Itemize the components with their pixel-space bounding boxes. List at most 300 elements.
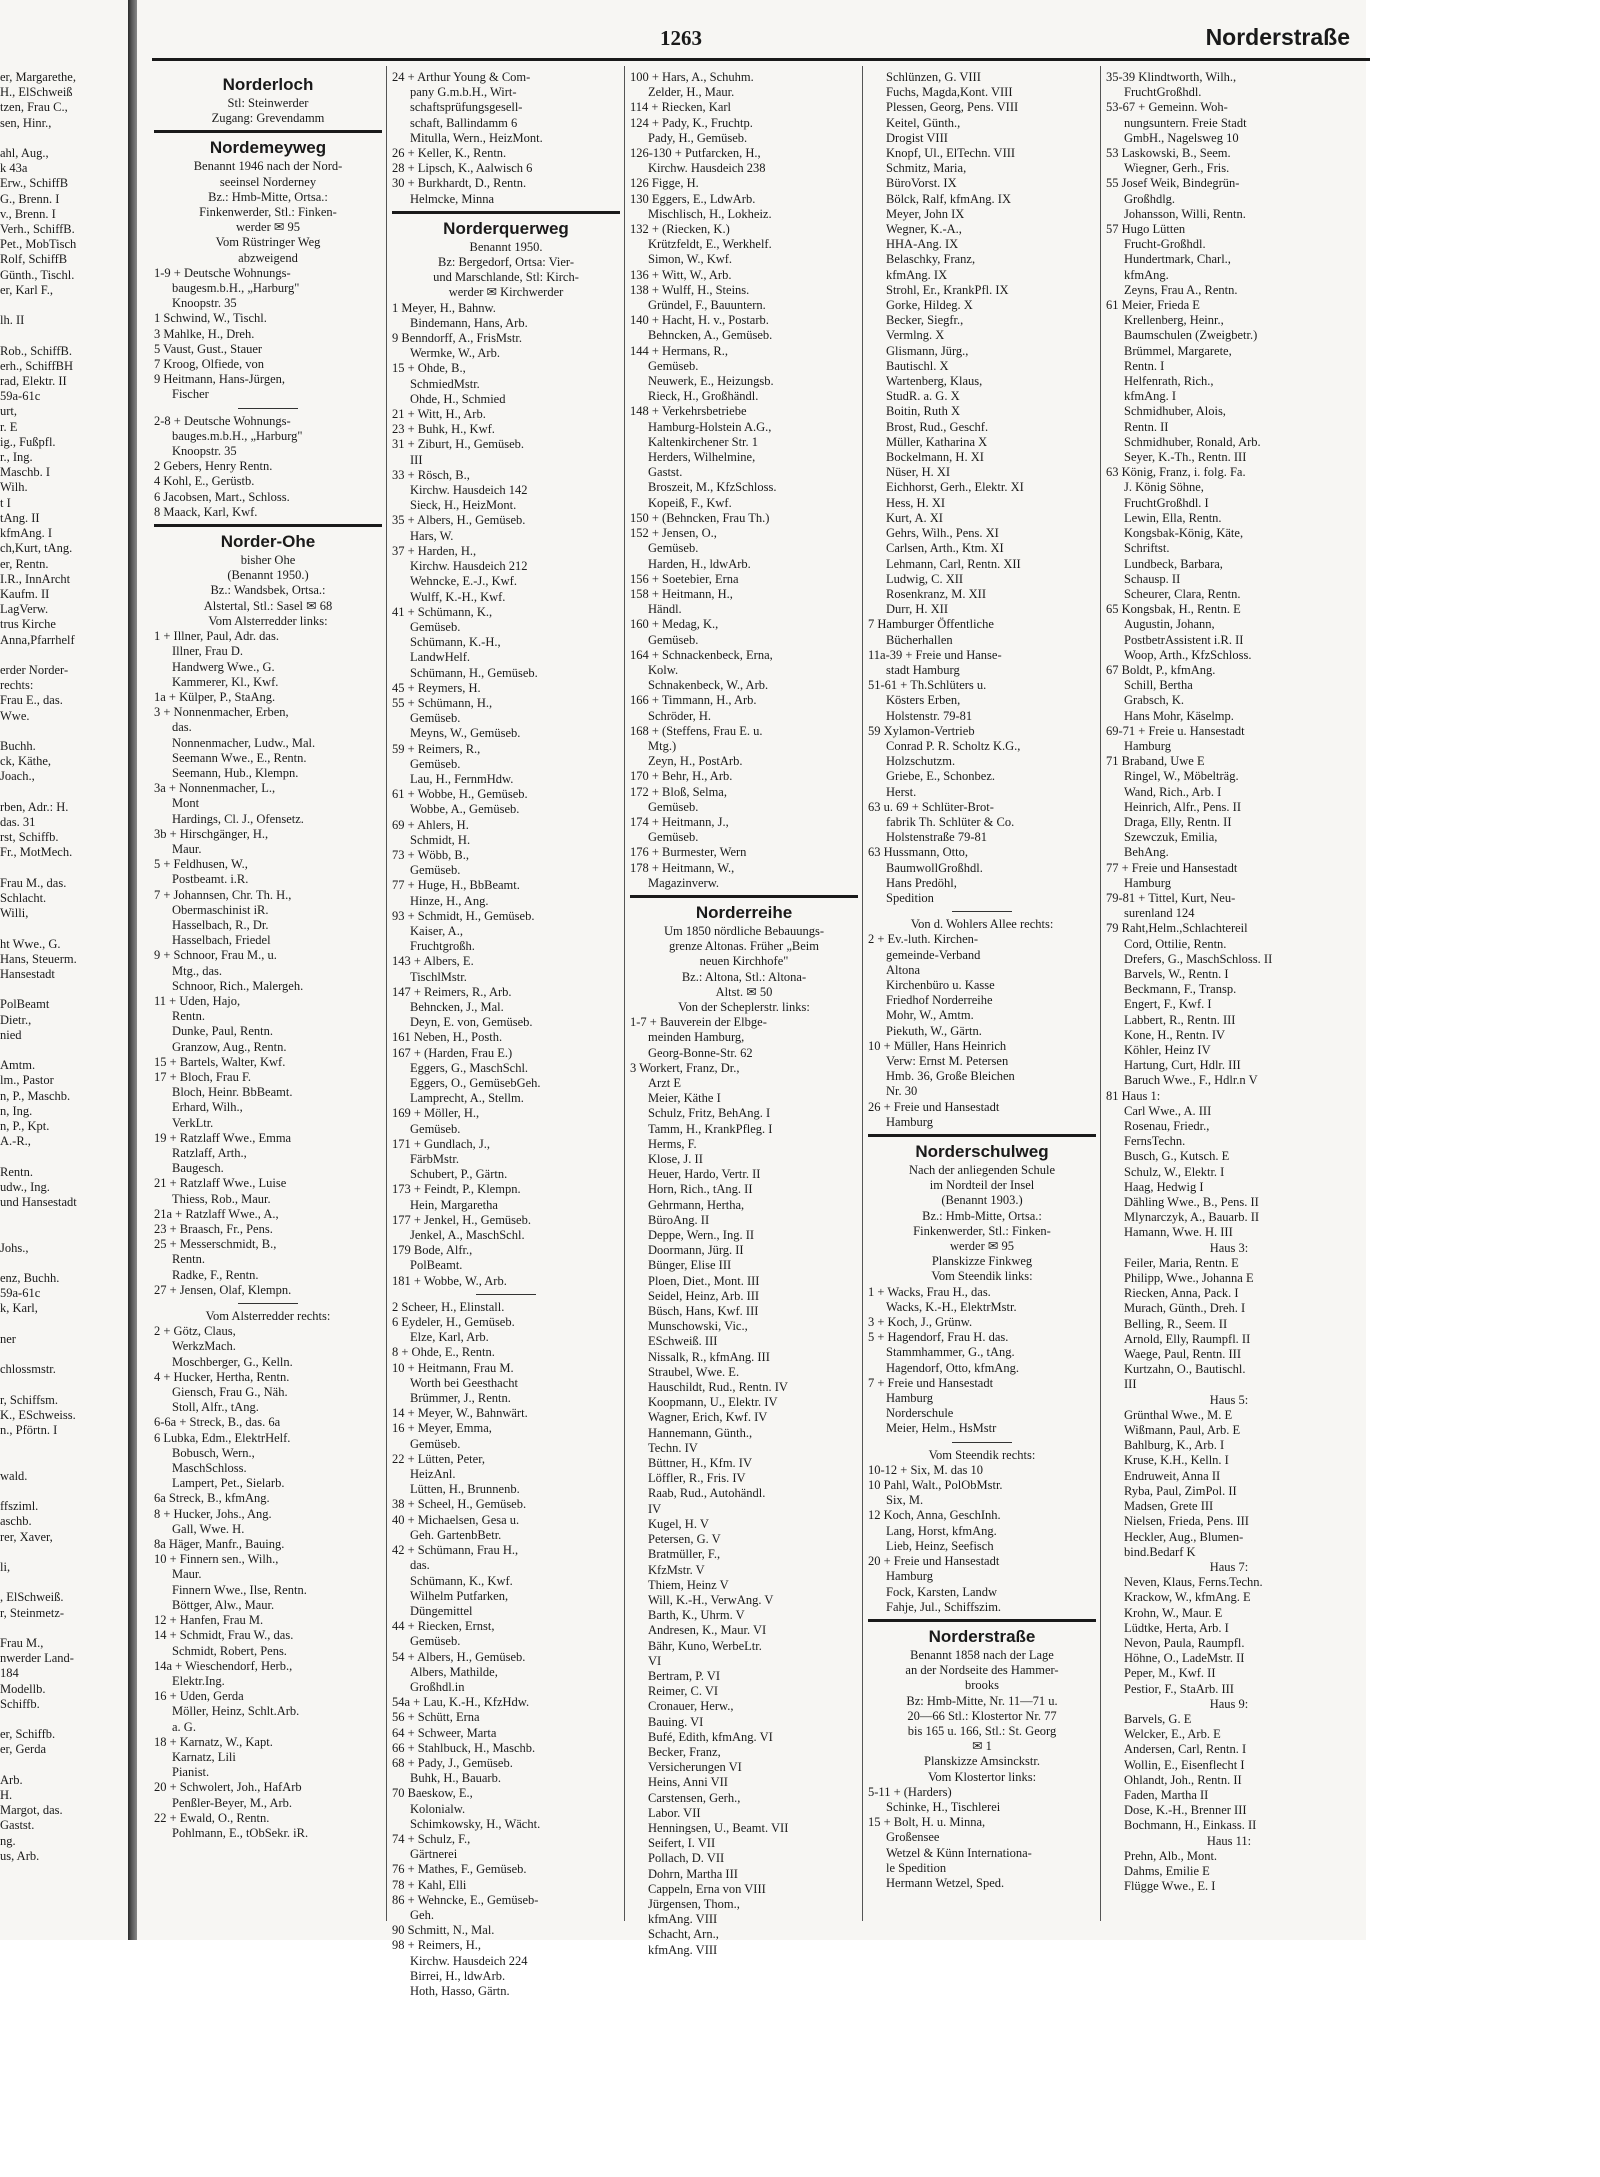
fragment-line bbox=[0, 921, 126, 936]
resident-entry: Vermlng. X bbox=[886, 328, 945, 343]
fragment-line bbox=[0, 1225, 126, 1240]
house-entry: 73 + Wöbb, B., bbox=[392, 847, 469, 862]
fragment-line: rad, Elektr. II bbox=[0, 374, 67, 389]
house-entry: 7 + Freie und Hansestadt bbox=[868, 1375, 994, 1390]
fragment-line: urt, bbox=[0, 404, 18, 419]
fragment-line: Dietr., bbox=[0, 1012, 32, 1027]
house-entry: 69-71 + Freie u. Hansestadt bbox=[1106, 723, 1245, 738]
resident-entry: Peper, M., Kwf. II bbox=[1124, 1666, 1216, 1681]
resident-entry: Geh. bbox=[410, 1907, 434, 1922]
resident-entry: Arnold, Elly, Raumpfl. II bbox=[1124, 1331, 1251, 1346]
street-note: Bz: Hmb-Mitte, Nr. 11—71 u. bbox=[906, 1693, 1058, 1708]
section-divider bbox=[476, 1294, 536, 1295]
fragment-line: ner bbox=[0, 1331, 16, 1346]
resident-entry: Kone, H., Rentn. IV bbox=[1124, 1027, 1226, 1042]
street-note: Von der Scheplerstr. links: bbox=[678, 999, 810, 1014]
resident-entry: meinden Hamburg, bbox=[648, 1030, 745, 1045]
house-entry: 4 + Hucker, Hertha, Rentn. bbox=[154, 1369, 290, 1384]
fragment-line bbox=[0, 1438, 126, 1453]
resident-entry: Pianist. bbox=[172, 1765, 210, 1780]
house-entry: 170 + Behr, H., Arb. bbox=[630, 769, 733, 784]
column-1 bbox=[154, 70, 382, 1920]
column-divider bbox=[1100, 66, 1101, 1921]
resident-entry: Seemann Wwe., E., Rentn. bbox=[172, 750, 307, 765]
house-entry: 8 Maack, Karl, Kwf. bbox=[154, 504, 258, 519]
resident-entry: Dose, K.-H., Brenner III bbox=[1124, 1803, 1247, 1818]
house-entry: 9 Benndorff, A., FrisMstr. bbox=[392, 331, 522, 346]
house-entry: 56 + Schütt, Erna bbox=[392, 1710, 480, 1725]
fragment-line: n., Pförtn. I bbox=[0, 1423, 58, 1438]
fragment-line: Frau M., bbox=[0, 1635, 44, 1650]
resident-entry: Händl. bbox=[648, 602, 682, 617]
house-entry: 6 Eydeler, H., Gemüseb. bbox=[392, 1315, 515, 1330]
street-note: an der Nordseite des Hammer- bbox=[905, 1663, 1059, 1678]
resident-entry: Kirchw. Hausdeich 142 bbox=[410, 483, 528, 498]
fragment-line: n, Ing. bbox=[0, 1103, 33, 1118]
fragment-line bbox=[0, 1149, 126, 1164]
house-entry: 5 + Hagendorf, Frau H. das. bbox=[868, 1330, 1009, 1345]
fragment-line bbox=[0, 298, 126, 313]
resident-entry: Lüdtke, Herta, Arb. I bbox=[1124, 1620, 1229, 1635]
resident-entry: GmbH., Nagelsweg 10 bbox=[1124, 130, 1239, 145]
resident-entry: Giensch, Frau G., Näh. bbox=[172, 1385, 288, 1400]
resident-entry: Schnoor, Rich., Malergeh. bbox=[172, 978, 304, 993]
column-divider bbox=[624, 66, 625, 1921]
resident-entry: Hasselbach, R., Dr. bbox=[172, 917, 269, 932]
fragment-line: ffsziml. bbox=[0, 1499, 39, 1514]
street-note: bis 165 u. 166, Stl.: St. Georg bbox=[907, 1723, 1057, 1738]
resident-entry: Meyer, John IX bbox=[886, 206, 965, 221]
resident-entry: Penßler-Beyer, M., Arb. bbox=[172, 1795, 293, 1810]
fragment-line: Frau M., das. bbox=[0, 875, 67, 890]
resident-entry: le Spedition bbox=[886, 1860, 947, 1875]
fragment-line bbox=[0, 131, 126, 146]
fragment-line: Schiffb. bbox=[0, 1696, 40, 1711]
resident-entry: Radke, F., Rentn. bbox=[172, 1267, 259, 1282]
street-note: im Nordteil der Insel bbox=[929, 1178, 1035, 1193]
resident-entry: Gemüseb. bbox=[410, 1436, 461, 1451]
resident-entry: Lieb, Heinz, Seefisch bbox=[886, 1538, 994, 1553]
resident-entry: PolBeamt. bbox=[410, 1258, 463, 1273]
house-entry: 21 + Ratzlaff Wwe., Luise bbox=[154, 1176, 287, 1191]
resident-entry: Carstensen, Gerh., bbox=[648, 1790, 741, 1805]
fragment-line: chlossmstr. bbox=[0, 1362, 56, 1377]
house-entry: 164 + Schnackenbeck, Erna, bbox=[630, 647, 773, 662]
house-entry: 57 Hugo Lütten bbox=[1106, 222, 1186, 237]
resident-entry: Hamburg bbox=[886, 1114, 933, 1129]
resident-entry: Buhk, H., Bauarb. bbox=[410, 1771, 501, 1786]
resident-entry: MaschSchloss. bbox=[172, 1461, 247, 1476]
house-entry: 93 + Schmidt, H., Gemüseb. bbox=[392, 908, 535, 923]
resident-entry: Mlynarczyk, A., Bauarb. II bbox=[1124, 1210, 1260, 1225]
resident-entry: Holzschutzm. bbox=[886, 754, 956, 769]
resident-entry: Schinke, H., Tischlerei bbox=[886, 1799, 1001, 1814]
resident-entry: Durr, H. XII bbox=[886, 602, 948, 617]
resident-entry: HHA-Ang. IX bbox=[886, 237, 959, 252]
resident-entry: Herst. bbox=[886, 784, 917, 799]
resident-entry: Schriftst. bbox=[1124, 541, 1170, 556]
resident-entry: Zeyn, H., PostArb. bbox=[648, 754, 743, 769]
resident-entry: Helfenrath, Rich., bbox=[1124, 374, 1214, 389]
house-entry: 42 + Schümann, Frau H., bbox=[392, 1543, 519, 1558]
fragment-line: Erw., SchiffB bbox=[0, 176, 69, 191]
fragment-line: rst, Schiffb. bbox=[0, 830, 59, 845]
fragment-line: r, Schiffsm. bbox=[0, 1392, 58, 1407]
resident-entry: Albers, Mathilde, bbox=[410, 1664, 498, 1679]
house-entry: 5 Vaust, Gust., Stauer bbox=[154, 341, 263, 356]
resident-entry: VI bbox=[648, 1653, 662, 1668]
resident-entry: Endruweit, Anna II bbox=[1124, 1468, 1221, 1483]
house-entry: 81 Haus 1: bbox=[1106, 1088, 1161, 1103]
resident-entry: Bufé, Edith, kfmAng. VI bbox=[648, 1729, 773, 1744]
resident-entry: Glismann, Jürg., bbox=[886, 343, 969, 358]
house-entry: 1 + Wacks, Frau H., das. bbox=[868, 1284, 991, 1299]
resident-entry: schaftsprüfungsgesell- bbox=[410, 100, 523, 115]
house-entry: 2 Scheer, H., Elinstall. bbox=[392, 1299, 505, 1314]
resident-entry: Carlsen, Arth., Ktm. XI bbox=[886, 541, 1004, 556]
resident-entry: Hars, W. bbox=[410, 528, 454, 543]
resident-entry: Moschberger, G., Kelln. bbox=[172, 1354, 293, 1369]
resident-entry: Hermann Wetzel, Sped. bbox=[886, 1875, 1005, 1890]
street-note: Haus 7: bbox=[1209, 1559, 1249, 1574]
resident-entry: FruchtGroßhdl. bbox=[1124, 85, 1202, 100]
fragment-line: Pet., MobTisch bbox=[0, 237, 77, 252]
resident-entry: Thiem, Heinz V bbox=[648, 1577, 729, 1592]
fragment-line: Rentn. bbox=[0, 1164, 33, 1179]
resident-entry: Holstenstr. 79-81 bbox=[886, 708, 973, 723]
resident-entry: Lau, H., FernmHdw. bbox=[410, 771, 514, 786]
fragment-line: ht Wwe., G. bbox=[0, 936, 61, 951]
fragment-line: Amtm. bbox=[0, 1058, 36, 1073]
house-entry: 152 + Jensen, O., bbox=[630, 526, 717, 541]
resident-entry: kfmAng. VIII bbox=[648, 1942, 718, 1957]
resident-entry: Eichhorst, Gerh., Elektr. XI bbox=[886, 480, 1024, 495]
resident-entry: Krellenberg, Heinr., bbox=[1124, 313, 1224, 328]
street-heading: Norderschulweg bbox=[868, 1134, 1096, 1163]
house-entry: 40 + Michaelsen, Gesa u. bbox=[392, 1512, 520, 1527]
resident-entry: kfmAng. bbox=[1124, 267, 1169, 282]
resident-entry: Herms, F. bbox=[648, 1136, 697, 1151]
resident-entry: Brümmer, J., Rentn. bbox=[410, 1391, 511, 1406]
house-entry: 78 + Kahl, Elli bbox=[392, 1877, 467, 1892]
resident-entry: BüroAng. II bbox=[648, 1212, 710, 1227]
street-heading: Norderreihe bbox=[630, 895, 858, 924]
house-entry: 18 + Karnatz, W., Kapt. bbox=[154, 1734, 273, 1749]
house-entry: 158 + Heitmann, H., bbox=[630, 586, 733, 601]
house-entry: 14 + Schmidt, Frau W., das. bbox=[154, 1628, 294, 1643]
resident-entry: stadt Hamburg bbox=[886, 662, 960, 677]
street-note: neuen Kirchhofe" bbox=[699, 954, 789, 969]
street-note: brooks bbox=[964, 1678, 1000, 1693]
house-entry: 14a + Wieschendorf, Herb., bbox=[154, 1658, 293, 1673]
fragment-line: aschb. bbox=[0, 1514, 32, 1529]
house-entry: 1 Schwind, W., Tischl. bbox=[154, 311, 267, 326]
resident-entry: Stammhammer, G., tAng. bbox=[886, 1345, 1015, 1360]
resident-entry: Schümann, K.-H., bbox=[410, 635, 501, 650]
resident-entry: Mitulla, Wern., HeizMont. bbox=[410, 130, 543, 145]
fragment-line: Rolf, SchiffB bbox=[0, 252, 68, 267]
resident-entry: Krackow, W., kfmAng. E bbox=[1124, 1590, 1251, 1605]
house-entry: 9 Heitmann, Hans-Jürgen, bbox=[154, 372, 285, 387]
resident-entry: Georg-Bonne-Str. 62 bbox=[648, 1045, 753, 1060]
resident-entry: Schümann, H., Gemüseb. bbox=[410, 665, 538, 680]
resident-entry: Ryba, Paul, ZimPol. II bbox=[1124, 1483, 1237, 1498]
street-note: Vom Steendik links: bbox=[931, 1269, 1033, 1284]
house-entry: 10 + Müller, Hans Heinrich bbox=[868, 1038, 1007, 1053]
street-note: Vom Alsterredder links: bbox=[208, 613, 328, 628]
resident-entry: Haag, Hedwig I bbox=[1124, 1179, 1204, 1194]
resident-entry: Hamburg bbox=[1124, 738, 1171, 753]
resident-entry: Belaschky, Franz, bbox=[886, 252, 976, 267]
resident-entry: J. König Söhne, bbox=[1124, 480, 1204, 495]
resident-entry: Straubel, Wwe. E. bbox=[648, 1364, 740, 1379]
resident-entry: fabrik Th. Schlüter & Co. bbox=[886, 814, 1015, 829]
resident-entry: Thiess, Rob., Maur. bbox=[172, 1191, 271, 1206]
resident-entry: Kopeiß, F., Kwf. bbox=[648, 495, 732, 510]
resident-entry: Nüser, H. XI bbox=[886, 465, 951, 480]
house-entry: 23 + Buhk, H., Kwf. bbox=[392, 422, 495, 437]
resident-entry: Bockelmann, H. XI bbox=[886, 450, 984, 465]
resident-entry: bauges.m.b.H., „Harburg" bbox=[172, 428, 303, 443]
house-entry: 136 + Witt, W., Arb. bbox=[630, 267, 732, 282]
resident-entry: Hasselbach, Friedel bbox=[172, 933, 271, 948]
street-note: Alstertal, Stl.: Sasel ✉ 68 bbox=[203, 598, 333, 613]
resident-entry: Mtg., das. bbox=[172, 963, 222, 978]
resident-entry: Gemüseb. bbox=[410, 756, 461, 771]
house-entry: 51-61 + Th.Schlüters u. bbox=[868, 678, 987, 693]
resident-entry: Bähr, Kuno, WerbeLtr. bbox=[648, 1638, 762, 1653]
fragment-line: Johs., bbox=[0, 1240, 29, 1255]
resident-entry: Welcker, E., Arb. E bbox=[1124, 1727, 1221, 1742]
fragment-line: tzen, Frau C., bbox=[0, 100, 68, 115]
resident-entry: Wehncke, E.-J., Kwf. bbox=[410, 574, 517, 589]
house-entry: 35-39 Klindtworth, Wilh., bbox=[1106, 70, 1237, 84]
resident-entry: Hans Mohr, Käselmp. bbox=[1124, 708, 1234, 723]
fragment-line: Günth., Tischl. bbox=[0, 267, 75, 282]
resident-entry: Hess, H. XI bbox=[886, 495, 946, 510]
fragment-line: Wilh. bbox=[0, 480, 28, 495]
fragment-line bbox=[0, 1758, 126, 1773]
resident-entry: Bünger, Elise III bbox=[648, 1258, 732, 1273]
house-entry: 126-130 + Putfarcken, H., bbox=[630, 146, 761, 161]
resident-entry: Wagner, Erich, Kwf. IV bbox=[648, 1410, 768, 1425]
resident-entry: Lütten, H., Brunnenb. bbox=[410, 1482, 520, 1497]
house-entry: 54a + Lau, K.-H., KfzHdw. bbox=[392, 1695, 530, 1710]
house-entry: 7 + Johannsen, Chr. Th. H., bbox=[154, 887, 292, 902]
house-entry: 69 + Ahlers, H. bbox=[392, 817, 469, 832]
resident-entry: Bahlburg, K., Arb. I bbox=[1124, 1438, 1225, 1453]
fragment-line: er, Rentn. bbox=[0, 556, 49, 571]
resident-entry: Kruse, K.H., Kelln. I bbox=[1124, 1453, 1229, 1468]
resident-entry: Deppe, Wern., Ing. II bbox=[648, 1228, 755, 1243]
fragment-line: Rob., SchiffB. bbox=[0, 343, 72, 358]
resident-entry: Bölck, Ralf, kfmAng. IX bbox=[886, 191, 1011, 206]
fragment-line: er, Margarethe, bbox=[0, 70, 76, 84]
house-entry: 64 + Schweer, Marta bbox=[392, 1725, 497, 1740]
house-entry: 24 + Arthur Young & Com- bbox=[392, 70, 531, 84]
resident-entry: Rosenkranz, M. XII bbox=[886, 586, 986, 601]
resident-entry: Böttger, Alw., Maur. bbox=[172, 1597, 275, 1612]
resident-entry: Johansson, Willi, Rentn. bbox=[1124, 206, 1246, 221]
section-divider bbox=[952, 911, 1012, 912]
house-entry: 8 + Hucker, Johs., Ang. bbox=[154, 1506, 272, 1521]
house-entry: 10 + Finnern sen., Wilh., bbox=[154, 1552, 279, 1567]
resident-entry: Madsen, Grete III bbox=[1124, 1499, 1214, 1514]
resident-entry: Mont bbox=[172, 796, 200, 811]
resident-entry: Wartenberg, Klaus, bbox=[886, 374, 983, 389]
resident-entry: Fruchtgroßh. bbox=[410, 939, 475, 954]
fragment-line bbox=[0, 1256, 126, 1271]
house-entry: 14 + Meyer, W., Bahnwärt. bbox=[392, 1406, 528, 1421]
resident-entry: Schmidt, H. bbox=[410, 832, 471, 847]
street-heading: Norderstraße bbox=[868, 1619, 1096, 1648]
resident-entry: Schulz, W., Elektr. I bbox=[1124, 1164, 1225, 1179]
resident-entry: Baugesch. bbox=[172, 1161, 224, 1176]
house-entry: 65 Kongsbak, H., Rentn. E bbox=[1106, 602, 1241, 617]
house-entry: 174 + Heitmann, J., bbox=[630, 814, 729, 829]
resident-entry: Koopmann, U., Elektr. IV bbox=[648, 1395, 778, 1410]
house-entry: 35 + Albers, H., Gemüseb. bbox=[392, 513, 526, 528]
fragment-line bbox=[0, 1575, 126, 1590]
house-entry: 124 + Pady, K., Fruchtp. bbox=[630, 115, 753, 130]
resident-entry: Großhdlg. bbox=[1124, 191, 1176, 206]
resident-entry: Postbeamt. i.R. bbox=[172, 872, 249, 887]
house-entry: 15 + Bolt, H. u. Minna, bbox=[868, 1815, 986, 1830]
resident-entry: Kurt, A. XI bbox=[886, 510, 943, 525]
resident-entry: Heins, Anni VII bbox=[648, 1775, 728, 1790]
resident-entry: Hein, Margaretha bbox=[410, 1197, 498, 1212]
house-entry: 45 + Reymers, H. bbox=[392, 680, 481, 695]
resident-entry: Gemüseb. bbox=[648, 541, 699, 556]
fragment-line: K., ESchweiss. bbox=[0, 1407, 76, 1422]
resident-entry: VerkLtr. bbox=[172, 1115, 214, 1130]
fragment-line: Margot, das. bbox=[0, 1803, 63, 1818]
resident-entry: Carl Wwe., A. III bbox=[1124, 1103, 1212, 1118]
fragment-line: Maschb. I bbox=[0, 465, 50, 480]
resident-entry: kfmAng. IX bbox=[886, 267, 948, 282]
street-note: werder ✉ 95 bbox=[236, 220, 300, 235]
resident-entry: Frucht-Großhdl. bbox=[1124, 237, 1206, 252]
house-entry: 27 + Jensen, Olaf, Klempn. bbox=[154, 1282, 292, 1297]
fragment-line: t I bbox=[0, 495, 11, 510]
house-entry: 178 + Heitmann, W., bbox=[630, 860, 735, 875]
resident-entry: Scheurer, Clara, Rentn. bbox=[1124, 586, 1241, 601]
resident-entry: Verw: Ernst M. Petersen bbox=[886, 1054, 1009, 1068]
resident-entry: Mtg.) bbox=[648, 738, 677, 753]
house-entry: 77 + Huge, H., BbBeamt. bbox=[392, 878, 520, 893]
street-note: (Benannt 1903.) bbox=[941, 1193, 1023, 1208]
resident-entry: Brost, Rud., Geschf. bbox=[886, 419, 989, 434]
resident-entry: Gärtnerei bbox=[410, 1847, 458, 1862]
fragment-line bbox=[0, 1621, 126, 1636]
fragment-line: H. bbox=[0, 1787, 13, 1802]
resident-entry: Fuchs, Magda,Kont. VIII bbox=[886, 85, 1013, 100]
street-note: Benannt 1858 nach der Lage bbox=[910, 1647, 1054, 1662]
resident-entry: Dähling Wwe., B., Pens. II bbox=[1124, 1195, 1259, 1210]
resident-entry: Bratmüller, F., bbox=[648, 1547, 721, 1562]
house-entry: 26 + Keller, K., Rentn. bbox=[392, 146, 507, 161]
resident-entry: Pollach, D. VII bbox=[648, 1851, 725, 1866]
street-note: Benannt 1950. bbox=[469, 239, 543, 254]
resident-entry: Gemüseb. bbox=[410, 711, 461, 726]
resident-entry: Friedhof Norderreihe bbox=[886, 993, 993, 1008]
resident-entry: Munschowski, Vic., bbox=[648, 1319, 748, 1334]
house-entry: 11a-39 + Freie und Hanse- bbox=[868, 647, 1002, 662]
resident-entry: Wegner, K.-A., bbox=[886, 222, 962, 237]
house-entry: 20 + Freie und Hansestadt bbox=[868, 1554, 1000, 1569]
resident-entry: Wißmann, Paul, Arb. E bbox=[1124, 1423, 1241, 1438]
resident-entry: Gastst. bbox=[648, 465, 683, 480]
street-note: ✉ 1 bbox=[972, 1739, 992, 1754]
fragment-line: 59a-61c bbox=[0, 1286, 41, 1301]
resident-entry: Maur. bbox=[172, 1567, 202, 1582]
resident-entry: das. bbox=[410, 1558, 430, 1573]
street-heading: Norderloch bbox=[222, 75, 314, 94]
fragment-line: , ElSchweiß. bbox=[0, 1590, 64, 1605]
fragment-line: er, Gerda bbox=[0, 1742, 46, 1757]
resident-entry: Behncken, J., Mal. bbox=[410, 999, 504, 1014]
house-entry: 150 + (Behncken, Frau Th.) bbox=[630, 510, 770, 525]
house-entry: 55 + Schümann, H., bbox=[392, 695, 493, 710]
resident-entry: Rentn. I bbox=[1124, 358, 1165, 373]
resident-entry: Granzow, Aug., Rentn. bbox=[172, 1039, 287, 1054]
house-entry: 3a + Nonnenmacher, L., bbox=[154, 781, 276, 796]
resident-entry: Rosenau, Friedr., bbox=[1124, 1119, 1210, 1134]
house-entry: 3 + Nonnenmacher, Erben, bbox=[154, 705, 289, 720]
resident-entry: PostbetrAssistent i.R. II bbox=[1124, 632, 1244, 647]
fragment-line: 184 bbox=[0, 1666, 19, 1681]
street-note: Nach der anliegenden Schule bbox=[908, 1163, 1056, 1178]
house-entry: 25 + Messerschmidt, B., bbox=[154, 1237, 277, 1252]
resident-entry: Kaiser, A., bbox=[410, 923, 463, 938]
fragment-line: PolBeamt bbox=[0, 997, 50, 1012]
resident-entry: Andersen, Carl, Rentn. I bbox=[1124, 1742, 1247, 1757]
house-entry: 6a Streck, B., kfmAng. bbox=[154, 1491, 270, 1506]
fragment-line: tAng. II bbox=[0, 510, 40, 525]
resident-entry: Ludwig, C. XII bbox=[886, 571, 964, 586]
house-entry: 7 Hamburger Öffentliche bbox=[868, 617, 994, 632]
house-entry: 74 + Schulz, F., bbox=[392, 1831, 471, 1846]
resident-entry: Hamburg-Holstein A.G., bbox=[648, 419, 772, 434]
street-note: bisher Ohe bbox=[240, 553, 296, 568]
resident-entry: Zeyns, Frau A., Rentn. bbox=[1124, 282, 1238, 297]
resident-entry: Kolw. bbox=[648, 662, 679, 677]
resident-entry: Neven, Klaus, Ferns.Techn. bbox=[1124, 1575, 1263, 1590]
resident-entry: Müller, Katharina X bbox=[886, 434, 988, 449]
fragment-line: ig., Fußpfl. bbox=[0, 434, 56, 449]
fragment-line: G., Brenn. I bbox=[0, 191, 60, 206]
resident-entry: Grünthal Wwe., M. E bbox=[1124, 1407, 1233, 1422]
resident-entry: Lundbeck, Barbara, bbox=[1124, 556, 1223, 571]
resident-entry: Lehmann, Carl, Rentn. XII bbox=[886, 556, 1021, 571]
resident-entry: Mischlisch, H., Lokheiz. bbox=[648, 206, 772, 221]
resident-entry: Bertram, P. VI bbox=[648, 1668, 720, 1683]
resident-entry: Labbert, R., Rentn. III bbox=[1124, 1012, 1236, 1027]
house-entry: 173 + Feindt, P., Klempn. bbox=[392, 1182, 521, 1197]
resident-entry: Büttner, H., Kfm. IV bbox=[648, 1456, 752, 1471]
fragment-line: enz, Buchh. bbox=[0, 1271, 60, 1286]
resident-entry: Rentn. II bbox=[1124, 419, 1169, 434]
resident-entry: SchmiedMstr. bbox=[410, 376, 480, 391]
house-entry: 37 + Harden, H., bbox=[392, 543, 477, 558]
fragment-line: Arb. bbox=[0, 1772, 23, 1787]
street-note: Planskizze Amsinckstr. bbox=[924, 1754, 1040, 1769]
house-entry: 160 + Medag, K., bbox=[630, 617, 719, 632]
running-head: Norderstraße bbox=[1205, 24, 1350, 50]
house-entry: 10 + Heitmann, Frau M. bbox=[392, 1360, 514, 1375]
fragment-line bbox=[0, 1712, 126, 1727]
resident-entry: Reimer, C. VI bbox=[648, 1684, 719, 1699]
